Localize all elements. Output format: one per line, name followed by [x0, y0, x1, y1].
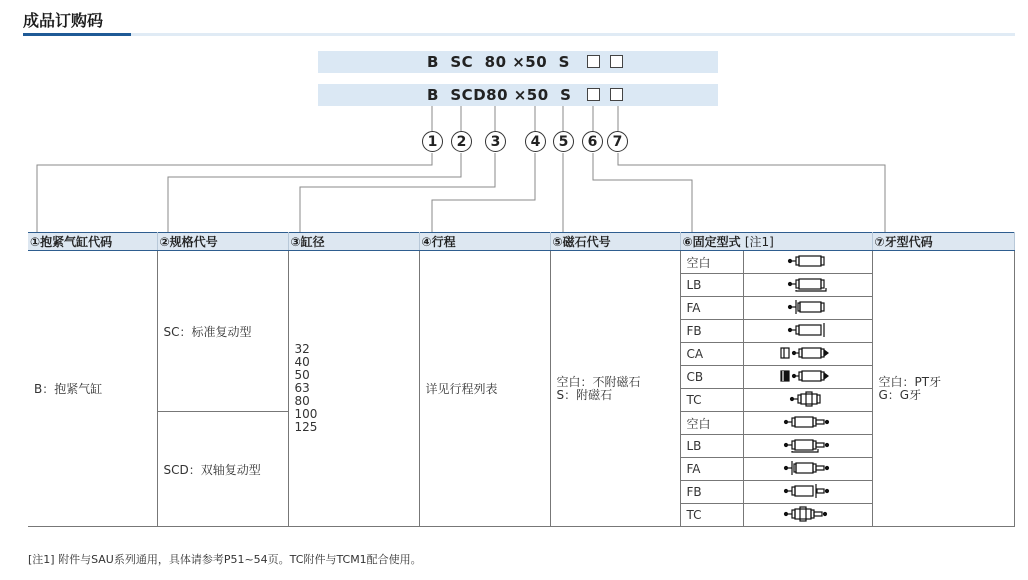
bore-value: 40: [294, 355, 310, 369]
magnet-option: 空白：不附磁石: [556, 374, 641, 389]
single-cylinder-icon: [743, 251, 872, 274]
header-bore: ③缸径: [288, 233, 419, 251]
header-stroke: ④行程: [419, 233, 550, 251]
double-rod-cylinder-front-flange-icon: [743, 458, 872, 481]
bore-value: 50: [294, 368, 310, 382]
single-cylinder-rear-flange-icon: [743, 320, 872, 343]
mount-name: FB: [680, 481, 743, 504]
double-rod-cylinder-icon: [743, 412, 872, 435]
order-code-text: B SC 80 ×50 S: [427, 53, 570, 71]
footnote: [注1] 附件与SAU系列通用，具体请参考P51~54页。TC附件与TCM1配合使用。: [28, 553, 422, 566]
header-magnet-code: ⑤磁石代号: [550, 233, 680, 251]
mount-name: LB: [680, 274, 743, 297]
mount-name: FA: [680, 458, 743, 481]
mount-name: CA: [680, 343, 743, 366]
number-circle-6: 6: [582, 131, 603, 152]
bore-value: 80: [294, 394, 310, 408]
spec-scd-cell: SCD：双轴复动型: [157, 412, 288, 527]
double-rod-cylinder-foot-icon: [743, 435, 872, 458]
bore-value: 100: [294, 407, 318, 421]
thread-option: 空白：PT牙: [878, 374, 942, 389]
thread-code-cell: [872, 251, 1014, 527]
double-rod-cylinder-rear-flange-icon: [743, 481, 872, 504]
thread-option: G：G牙: [878, 387, 922, 402]
single-cylinder-trunnion-icon: [743, 389, 872, 412]
number-circle-7: 7: [607, 131, 628, 152]
page-title: 成品订购码: [23, 11, 104, 30]
stroke-cell: 详见行程列表: [419, 251, 550, 527]
header-cylinder-code: ①抱紧气缸代码: [28, 233, 157, 251]
mount-name: FA: [680, 297, 743, 320]
bore-value: 32: [294, 342, 310, 356]
number-circle-4: 4: [525, 131, 546, 152]
number-circle-3: 3: [485, 131, 506, 152]
magnet-code-cell: [550, 251, 680, 527]
spec-table: [28, 232, 1015, 527]
bore-value: 125: [294, 420, 318, 434]
header-mounting-label: ⑥固定型式: [682, 235, 741, 249]
mount-name: 空白: [680, 412, 743, 435]
header-mounting-note: [注1]: [744, 235, 774, 249]
single-cylinder-clevis-icon: [743, 343, 872, 366]
number-circle-1: 1: [422, 131, 443, 152]
header-spec-code: ②规格代号: [157, 233, 288, 251]
single-cylinder-foot-icon: [743, 274, 872, 297]
number-circle-2: 2: [451, 131, 472, 152]
number-circle-5: 5: [553, 131, 574, 152]
order-code-text: B SCD80 ×50 S: [427, 86, 572, 104]
bore-list-cell: [288, 251, 419, 527]
mount-name: 空白: [680, 251, 743, 274]
mount-name: LB: [680, 435, 743, 458]
mount-name: CB: [680, 366, 743, 389]
single-cylinder-front-flange-icon: [743, 297, 872, 320]
double-rod-cylinder-trunnion-icon: [743, 504, 872, 527]
mount-name: FB: [680, 320, 743, 343]
header-mounting-type: [680, 233, 872, 251]
single-cylinder-double-clevis-icon: [743, 366, 872, 389]
mount-name: TC: [680, 389, 743, 412]
magnet-option: S：附磁石: [556, 387, 613, 402]
mount-name: TC: [680, 504, 743, 527]
cylinder-code-cell: B：抱紧气缸: [28, 251, 157, 527]
header-thread-code: ⑦牙型代码: [872, 233, 1014, 251]
spec-sc-cell: SC：标准复动型: [157, 251, 288, 412]
bore-value: 63: [294, 381, 310, 395]
